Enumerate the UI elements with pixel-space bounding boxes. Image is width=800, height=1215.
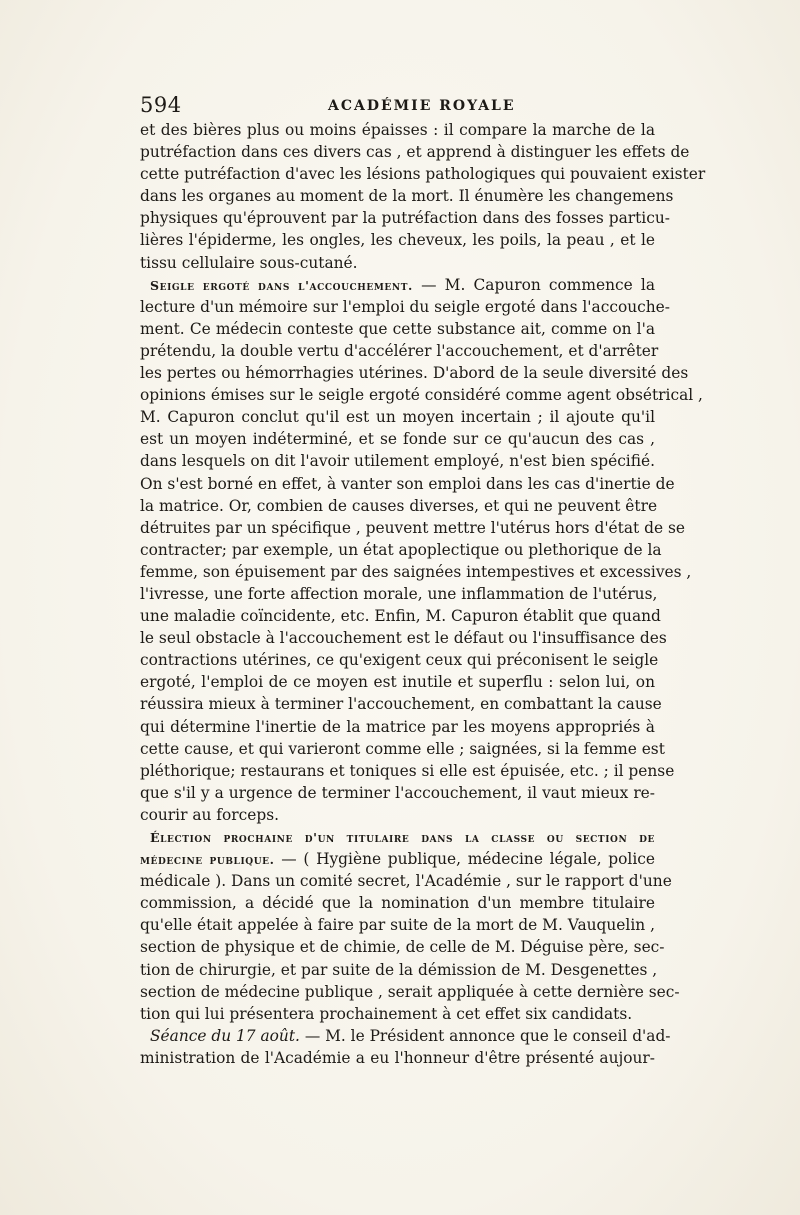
text-line: prétendu, la double vertu d'accélérer l'accouchement, et d'arrêter <box>140 341 659 360</box>
text-line: les pertes ou hémorrhagies utérines. D'abord de la seule diversité des <box>140 364 689 383</box>
text-line: tion qui lui présentera prochainement à cet effet six candidats. <box>140 1004 633 1023</box>
text-line: section de physique et de chimie, de celle de M. Déguise père, sec- <box>140 938 665 957</box>
text-line: tissu cellulaire sous-cutané. <box>140 253 358 272</box>
text-line <box>140 826 655 848</box>
text-line: lecture d'un mémoire sur l'emploi du seigle ergoté dans l'accouche- <box>140 297 670 316</box>
paragraph-putrefaction <box>140 119 706 274</box>
page-header <box>140 92 655 118</box>
text-line: une maladie coïncidente, etc. Enfin, M. Capuron établit que quand <box>140 607 661 626</box>
text-span: — M. le Président annonce que le conseil d'ad- <box>299 1026 671 1045</box>
text-line: commission, a décidé que la nomination d'un membre titulaire <box>140 894 655 913</box>
text-line: et des bières plus ou moins épaisses : il compare la marche de la <box>140 121 655 139</box>
paragraph-seigle-ergote <box>140 274 703 826</box>
text-span: — ( Hygiène publique, médecine légale, police <box>274 850 655 869</box>
text-line <box>140 1025 671 1047</box>
page-number: 594 <box>140 93 182 117</box>
text-line <box>140 274 655 296</box>
text-line: tion de chirurgie, et par suite de la démission de M. Desgenettes , <box>140 960 658 979</box>
text-line: réussira mieux à terminer l'accouchement, en combattant la cause <box>140 695 662 714</box>
section-heading: Élection prochaine d'un titulaire dans la classe ou section de <box>150 830 655 845</box>
text-line: ministration de l'Académie a eu l'honneur d'être présenté aujour- <box>140 1048 655 1067</box>
text-line <box>140 848 655 870</box>
text-line: section de médecine publique , serait appliquée à cette dernière sec- <box>140 982 680 1001</box>
section-heading-continued: médecine publique. <box>140 852 275 868</box>
text-line: que s'il y a urgence de terminer l'accouchement, il vaut mieux re- <box>140 783 655 802</box>
running-title: ACADÉMIE ROYALE <box>328 98 516 114</box>
page-text <box>140 92 706 1069</box>
text-line: cette cause, et qui varieront comme elle ; saignées, si la femme est <box>140 739 665 758</box>
text-line: M. Capuron conclut qu'il est un moyen incertain ; il ajoute qu'il <box>140 408 655 427</box>
text-line: est un moyen indéterminé, et se fonde sur ce qu'aucun des cas , <box>140 430 655 449</box>
text-line: qu'elle était appelée à faire par suite de la mort de M. Vauquelin , <box>140 916 655 935</box>
text-line: lières l'épiderme, les ongles, les cheveux, les poils, la peau , et le <box>140 231 655 250</box>
section-heading: Seigle ergoté dans l'accouchement. <box>150 277 413 293</box>
text-line: dans les organes au moment de la mort. Il énumère les changemens <box>140 187 674 206</box>
paragraph-seance <box>140 1025 671 1069</box>
text-line: ergoté, l'emploi de ce moyen est inutile et superflu : selon lui, on <box>140 673 655 692</box>
text-line: médicale ). Dans un comité secret, l'Académie , sur le rapport d'une <box>140 872 672 891</box>
text-line: pléthorique; restaurans et toniques si elle est épuisée, etc. ; il pense <box>140 761 675 780</box>
text-line: contracter; par exemple, un état apoplectique ou plethorique de la <box>140 540 662 559</box>
text-line: le seul obstacle à l'accouchement est le défaut ou l'insuffisance des <box>140 629 667 648</box>
text-line: qui détermine l'inertie de la matrice par les moyens appropriés à <box>140 717 655 736</box>
text-line: détruites par un spécifique , peuvent mettre l'utérus hors d'état de se <box>140 518 685 537</box>
session-date: Séance du 17 août. <box>150 1026 300 1045</box>
text-line: opinions émises sur le seigle ergoté considéré comme agent obsétrical , <box>140 386 703 405</box>
text-line: putréfaction dans ces divers cas , et apprend à distinguer les effets de <box>140 143 690 162</box>
text-line: cette putréfaction d'avec les lésions pathologiques qui pouvaient exister <box>140 165 706 184</box>
text-line: On s'est borné en effet, à vanter son emploi dans les cas d'inertie de <box>140 474 675 493</box>
paragraph-election <box>140 826 680 1025</box>
text-span: — M. Capuron commence la <box>412 275 656 294</box>
text-line: contractions utérines, ce qu'exigent ceux qui préconisent le seigle <box>140 651 659 670</box>
text-line: courir au forceps. <box>140 805 279 824</box>
text-line: dans lesquels on dit l'avoir utilement employé, n'est bien spécifié. <box>140 452 655 471</box>
text-line: l'ivresse, une forte affection morale, une inflammation de l'utérus, <box>140 584 658 603</box>
text-line: femme, son épuisement par des saignées intempestives et excessives , <box>140 562 692 581</box>
text-line: physiques qu'éprouvent par la putréfaction dans des fosses particu- <box>140 209 670 228</box>
text-line: la matrice. Or, combien de causes diverses, et qui ne peuvent être <box>140 496 658 515</box>
text-line: ment. Ce médecin conteste que cette substance ait, comme on l'a <box>140 319 655 338</box>
